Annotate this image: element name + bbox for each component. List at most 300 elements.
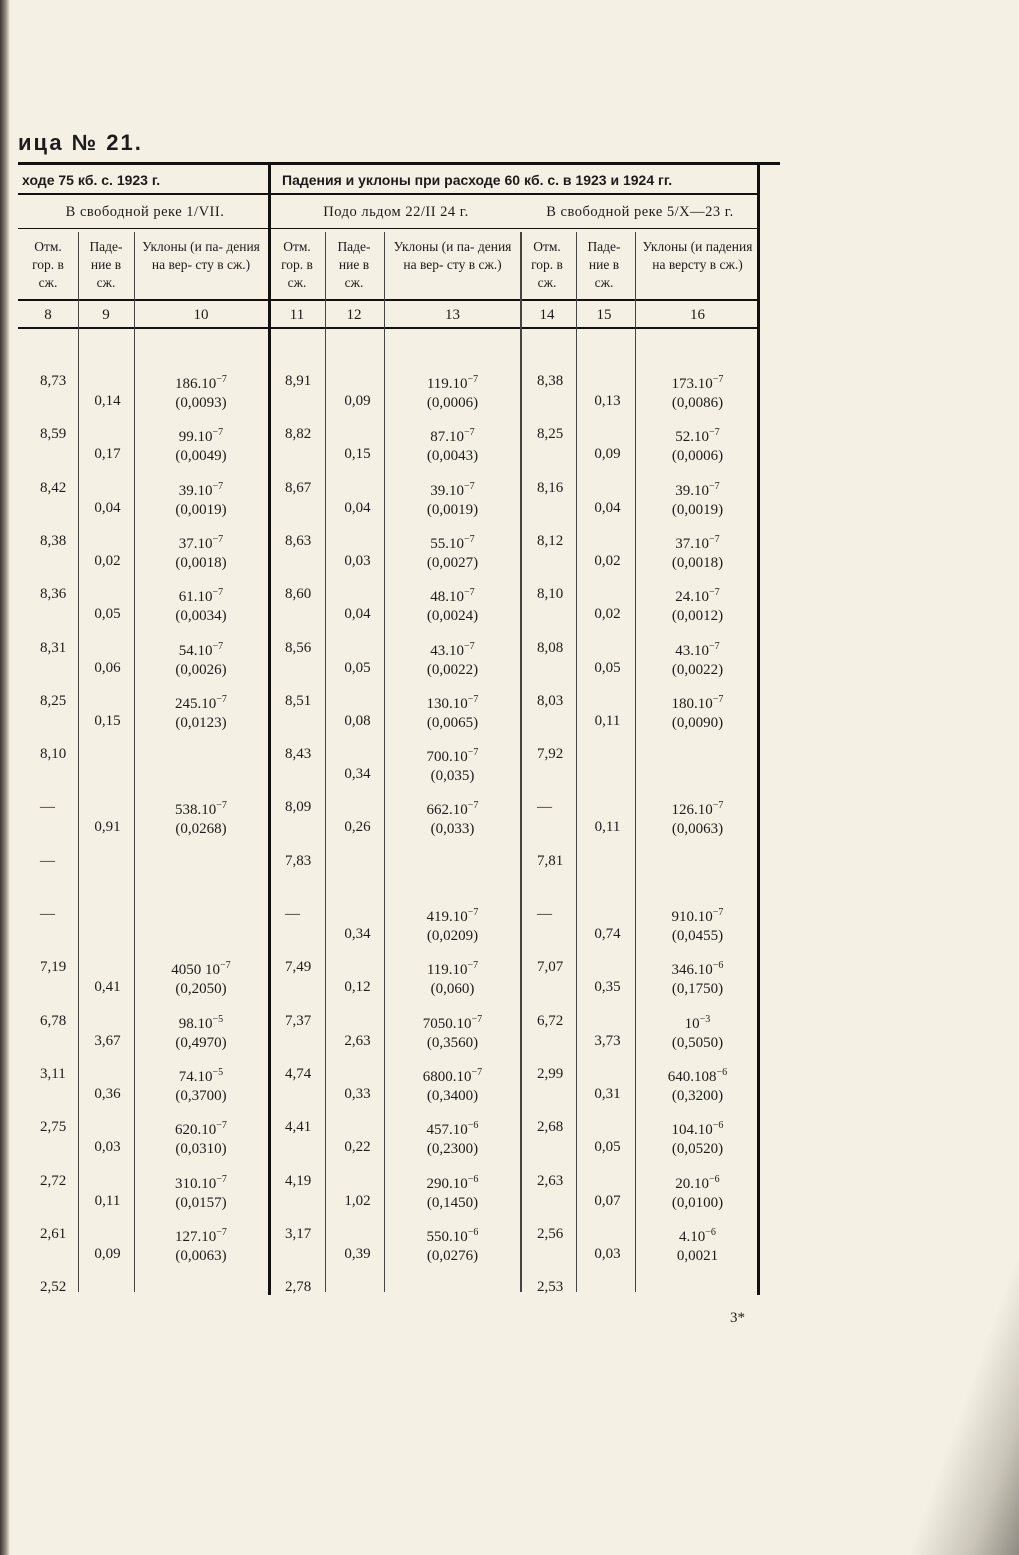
slope-exponent: −7 [212, 533, 224, 545]
slope-cell [140, 637, 262, 680]
slope-cell [640, 956, 755, 999]
right-border-rule [757, 165, 760, 1295]
fall-cell: 0,08 [344, 712, 371, 729]
elevation-cell: 7,49 [285, 959, 312, 976]
fall-cell: 0,39 [344, 1245, 371, 1262]
fall-cell: 0,22 [344, 1139, 371, 1156]
elevation-cell: 4,74 [285, 1065, 312, 1082]
elevation-cell: 8,82 [285, 426, 312, 443]
colnum-14: 14 [539, 307, 555, 323]
elevation-cell: 2,78 [285, 1279, 312, 1296]
fall-cell: 0,11 [594, 819, 621, 836]
page-binding-edge [0, 0, 10, 1555]
col-header-16: Уклоны (и падения на версту в сж.) [642, 239, 753, 272]
slope-per-verst: (0,0276) [426, 1247, 479, 1264]
slope-mantissa: 126.10 [671, 802, 713, 819]
slope-exponent: −6 [716, 1066, 728, 1078]
fall-cell: 0,11 [594, 712, 621, 729]
fall-cell: 0,05 [594, 659, 621, 676]
elevation-cell: 8,43 [285, 746, 312, 763]
slope-per-verst: (0,0024) [426, 608, 479, 625]
slope-mantissa: 119.10 [426, 962, 468, 979]
slope-exponent: −7 [467, 907, 479, 918]
slope-per-verst: (0,0022) [426, 661, 479, 678]
slope-cell [140, 1223, 262, 1266]
slope-mantissa: 24.10 [675, 589, 710, 606]
elevation-cell: 7,07 [537, 959, 564, 976]
slope-cell [140, 423, 262, 466]
slope-cell [640, 903, 755, 946]
slope-exponent: −7 [216, 693, 227, 705]
slope-per-verst: (0,0043) [426, 448, 479, 465]
slope-mantissa: 457.10 [426, 1122, 468, 1139]
slope-cell [390, 743, 515, 786]
fall-cell: 0,34 [344, 766, 371, 783]
elevation-cell: 2,72 [40, 1172, 67, 1189]
slope-per-verst: (0,3200) [671, 1087, 724, 1104]
slope-exponent: −7 [467, 960, 479, 972]
fall-cell: 0,11 [94, 1192, 121, 1209]
slope-cell [640, 1170, 755, 1213]
slope-exponent: −6 [709, 1173, 720, 1185]
slope-cell [640, 1223, 755, 1266]
slope-mantissa: 10 [684, 1015, 700, 1032]
colnum-13: 13 [445, 307, 460, 323]
fall-cell: 0,05 [344, 659, 371, 676]
slope-exponent: −7 [709, 533, 720, 545]
elevation-cell: 2,56 [537, 1225, 564, 1242]
slope-per-verst: (0,0520) [671, 1141, 724, 1158]
slope-per-verst: (0,4970) [175, 1034, 227, 1051]
slope-exponent: −7 [712, 693, 724, 705]
slope-cell [640, 370, 755, 413]
slope-per-verst: (0,033) [430, 821, 475, 838]
slope-cell [640, 583, 755, 626]
fall-cell: 0,02 [94, 552, 121, 569]
slope-cell [640, 530, 755, 573]
fall-cell: 0,14 [94, 393, 121, 409]
slope-mantissa: 99.10 [178, 429, 213, 446]
table-top-rule [18, 162, 780, 165]
slope-per-verst: (0,0063) [671, 821, 724, 838]
slope-exponent: −7 [212, 427, 224, 439]
slope-mantissa: 61.10 [178, 589, 213, 606]
slope-mantissa: 910.10 [671, 909, 713, 925]
slope-exponent: −6 [712, 1120, 724, 1132]
slope-cell [140, 370, 262, 413]
fall-cell: 0,26 [344, 819, 371, 836]
slope-per-verst: (0,3400) [426, 1087, 479, 1104]
slope-per-verst: (0,5050) [671, 1034, 724, 1051]
slope-cell [390, 1223, 515, 1266]
slope-per-verst: (0,0310) [175, 1141, 227, 1158]
slope-cell [140, 956, 262, 999]
slope-cell [640, 1063, 755, 1106]
slope-exponent: −7 [467, 800, 479, 812]
fall-cell: 0,02 [594, 606, 621, 623]
slope-per-verst: (0,2300) [426, 1141, 479, 1158]
slope-exponent: −7 [212, 640, 224, 652]
elevation-cell: 7,19 [40, 959, 67, 976]
slope-per-verst: (0,0018) [175, 554, 227, 571]
header-row-rule [18, 193, 758, 195]
elevation-cell: 8,25 [40, 692, 67, 709]
fall-cell: 0,09 [344, 393, 371, 409]
slope-cell [140, 1116, 262, 1159]
elevation-cell: 8,73 [40, 373, 67, 389]
slope-per-verst: (0,0455) [671, 928, 724, 944]
elevation-cell: 8,67 [285, 479, 312, 496]
page-title: ица № 21. [18, 130, 143, 155]
fall-cell: 3,73 [594, 1032, 621, 1049]
slope-exponent: −7 [464, 587, 475, 599]
elevation-cell: 8,56 [285, 639, 312, 656]
slope-cell [140, 1063, 262, 1106]
slope-exponent: −7 [216, 1173, 227, 1185]
elevation-cell: 6,72 [537, 1012, 564, 1029]
column-rule [384, 232, 385, 1292]
slope-cell [140, 690, 262, 733]
slope-mantissa: 87.10 [430, 429, 465, 446]
slope-cell [390, 530, 515, 573]
slope-mantissa: 20.10 [675, 1175, 710, 1192]
elevation-cell: 7,81 [537, 852, 564, 869]
slope-per-verst: (0,0090) [671, 714, 724, 731]
slope-exponent: −6 [467, 1120, 479, 1132]
slope-per-verst: (0,0093) [175, 395, 227, 411]
slope-per-verst: (0,035) [430, 768, 475, 785]
fall-cell: 0,15 [344, 446, 371, 463]
slope-cell [390, 423, 515, 466]
slope-mantissa: 52.10 [675, 429, 710, 446]
slope-exponent: −7 [216, 374, 227, 385]
elevation-cell: — [537, 799, 552, 816]
slope-per-verst: (0,1450) [426, 1194, 479, 1211]
slope-exponent: −7 [464, 480, 475, 492]
slope-exponent: −7 [220, 960, 231, 972]
slope-cell [390, 796, 515, 839]
slope-cell [390, 477, 515, 520]
left-double-rule [268, 165, 271, 1295]
slope-per-verst: (0,0012) [671, 608, 724, 625]
elevation-cell: 8,38 [537, 373, 564, 389]
slope-cell [390, 1116, 515, 1159]
col-header-13: Уклоны (и па- дения на вер- сту в сж.) [393, 239, 512, 272]
elevation-cell: 2,53 [537, 1279, 564, 1296]
slope-cell [640, 1010, 755, 1053]
fall-cell: 1,02 [344, 1192, 371, 1209]
page-corner-curl [909, 1180, 1019, 1555]
slope-mantissa: 186.10 [175, 376, 217, 392]
slope-exponent: −7 [216, 1226, 227, 1238]
slope-exponent: −7 [464, 427, 475, 439]
elevation-cell: 6,78 [40, 1012, 67, 1029]
slope-exponent: −7 [212, 587, 224, 599]
slope-exponent: −7 [709, 480, 720, 492]
slope-mantissa: 37.10 [178, 535, 213, 552]
elevation-cell: 2,99 [537, 1065, 564, 1082]
slope-exponent: −3 [699, 1013, 711, 1025]
fall-cell: 0,04 [594, 499, 621, 516]
fall-cell: 0,03 [594, 1245, 621, 1262]
slope-mantissa: 39.10 [675, 482, 710, 499]
fall-cell: 0,91 [94, 819, 121, 836]
slope-cell [140, 1010, 262, 1053]
colnum-10: 10 [193, 307, 209, 323]
elevation-cell: 7,83 [285, 852, 312, 869]
col-header-9: Паде- ние в сж. [89, 239, 123, 290]
slope-exponent: −6 [712, 960, 724, 972]
slope-exponent: −7 [712, 374, 724, 385]
elevation-cell: 7,37 [285, 1012, 312, 1029]
slope-cell [140, 1170, 262, 1213]
elevation-cell: 8,91 [285, 373, 312, 389]
slope-per-verst: (0,0063) [175, 1247, 227, 1264]
elevation-cell: 2,75 [40, 1119, 67, 1136]
slope-per-verst: (0,0019) [175, 501, 227, 518]
fall-cell: 0,04 [94, 499, 121, 516]
fall-cell: 0,13 [594, 393, 621, 409]
slope-per-verst: (0,0006) [671, 448, 724, 465]
elevation-cell: 8,42 [40, 479, 67, 496]
slope-mantissa: 55.10 [430, 535, 465, 552]
fall-cell: 0,33 [344, 1085, 371, 1102]
slope-per-verst: 0,0021 [676, 1247, 719, 1264]
fall-cell: 0,34 [344, 926, 371, 942]
slope-mantissa: 127.10 [175, 1228, 217, 1245]
slope-mantissa: 662.10 [426, 802, 468, 819]
slope-per-verst: (0,0049) [175, 448, 227, 465]
slope-per-verst: (0,0022) [671, 661, 724, 678]
slope-exponent: −7 [709, 427, 720, 439]
colnum-rule [18, 327, 758, 329]
slope-mantissa: 640.108 [667, 1068, 717, 1085]
slope-exponent: −7 [212, 480, 224, 492]
fall-cell: 0,05 [94, 606, 121, 623]
elevation-cell: 4,41 [285, 1119, 312, 1136]
col-header-8: Отм. гор. в сж. [32, 239, 64, 290]
slope-cell [640, 477, 755, 520]
group-label-c: В свободной реке 5/X—23 г. [546, 204, 734, 220]
group-label-b: Подо льдом 22/II 24 г. [323, 204, 469, 220]
group-label-a: В свободной реке 1/VII. [65, 204, 225, 220]
elevation-cell: 2,63 [537, 1172, 564, 1189]
slope-cell [390, 903, 515, 946]
fall-cell: 0,03 [344, 552, 371, 569]
slope-mantissa: 39.10 [430, 482, 465, 499]
slope-per-verst: (0,0006) [426, 395, 479, 411]
slope-cell [640, 796, 755, 839]
subheader-rule [18, 299, 758, 301]
page-signature-mark: 3* [730, 1310, 745, 1326]
fall-cell: 0,31 [594, 1085, 621, 1102]
slope-mantissa: 43.10 [430, 642, 465, 659]
column-rule [78, 232, 79, 1292]
slope-per-verst: (0,0157) [175, 1194, 227, 1211]
slope-cell [140, 583, 262, 626]
slope-mantissa: 43.10 [675, 642, 710, 659]
slope-cell [140, 530, 262, 573]
slope-exponent: −7 [709, 640, 720, 652]
colnum-12: 12 [346, 307, 362, 323]
slope-exponent: −7 [216, 800, 227, 812]
elevation-cell: 2,68 [537, 1119, 564, 1136]
elevation-cell: 8,59 [40, 426, 67, 443]
slope-exponent: −5 [212, 1013, 224, 1025]
slope-exponent: −7 [464, 640, 475, 652]
elevation-cell: 7,92 [537, 746, 564, 763]
slope-mantissa: 119.10 [426, 376, 468, 392]
slope-mantissa: 346.10 [671, 962, 713, 979]
colnum-9: 9 [102, 307, 110, 323]
slope-per-verst: (0,1750) [671, 981, 724, 998]
slope-exponent: −7 [464, 533, 475, 545]
elevation-cell: 8,16 [537, 479, 564, 496]
slope-per-verst: (0,3700) [175, 1087, 227, 1104]
slope-mantissa: 700.10 [426, 749, 468, 766]
slope-mantissa: 6800.10 [422, 1068, 472, 1085]
slope-cell [390, 690, 515, 733]
elevation-cell: 4,19 [285, 1172, 312, 1189]
slope-per-verst: (0,0268) [175, 821, 227, 838]
elevation-cell: 8,63 [285, 532, 312, 549]
fall-cell: 2,63 [344, 1032, 371, 1049]
fall-cell: 0,36 [94, 1085, 121, 1102]
column-rule [520, 232, 522, 1292]
slope-mantissa: 180.10 [671, 695, 713, 712]
slope-exponent: −7 [467, 747, 479, 759]
slope-mantissa: 130.10 [426, 695, 468, 712]
slope-mantissa: 538.10 [175, 802, 217, 819]
col-header-11: Отм. гор. в сж. [281, 239, 313, 290]
fall-cell: 0,04 [344, 606, 371, 623]
fall-cell: 0,05 [594, 1139, 621, 1156]
slope-mantissa: 419.10 [426, 909, 468, 925]
elevation-cell: — [40, 852, 55, 869]
fall-cell: 0,74 [594, 926, 621, 942]
slope-cell [140, 477, 262, 520]
fall-cell: 0,41 [94, 979, 121, 996]
slope-exponent: −6 [705, 1226, 716, 1238]
slope-per-verst: (0,0209) [426, 928, 479, 944]
fall-cell: 0,02 [594, 552, 621, 569]
fall-cell: 0,15 [94, 712, 121, 729]
slope-mantissa: 98.10 [178, 1015, 213, 1032]
slope-per-verst: (0,0026) [175, 661, 227, 678]
fall-cell: 0,07 [594, 1192, 621, 1209]
slope-exponent: −7 [467, 374, 479, 385]
slope-cell [390, 583, 515, 626]
slope-per-verst: (0,0027) [426, 554, 479, 571]
slope-exponent: −7 [471, 1013, 483, 1025]
slope-cell [390, 1010, 515, 1053]
slope-exponent: −5 [212, 1066, 224, 1078]
slope-exponent: −7 [216, 1120, 227, 1132]
fall-cell: 0,12 [344, 979, 371, 996]
slope-mantissa: 4.10 [679, 1228, 706, 1245]
slope-mantissa: 173.10 [671, 376, 713, 392]
header-right: Падения и уклоны при расходе 60 кб. с. в 1923 и 1924 гг. [282, 172, 673, 188]
elevation-cell: 8,10 [40, 746, 67, 763]
fall-cell: 0,09 [594, 446, 621, 463]
slope-mantissa: 620.10 [175, 1122, 217, 1139]
header-left: ходе 75 кб. с. 1923 г. [22, 172, 161, 188]
col-header-15: Паде- ние в сж. [587, 239, 621, 290]
elevation-cell: 3,17 [285, 1225, 312, 1242]
slope-exponent: −7 [712, 907, 724, 918]
slope-cell [390, 370, 515, 413]
slope-exponent: −7 [471, 1066, 483, 1078]
elevation-cell: 2,52 [40, 1279, 67, 1296]
slope-mantissa: 245.10 [175, 695, 217, 712]
fall-cell: 0,03 [94, 1139, 121, 1156]
slope-per-verst: (0,0086) [671, 395, 724, 411]
elevation-cell: 8,38 [40, 532, 67, 549]
slope-per-verst: (0,3560) [426, 1034, 479, 1051]
col-header-10: Уклоны (и па- дения на вер- сту в сж.) [142, 239, 260, 272]
slope-mantissa: 104.10 [671, 1122, 713, 1139]
fall-cell: 0,06 [94, 659, 121, 676]
fall-cell: 0,17 [94, 446, 121, 463]
elevation-cell: 8,51 [285, 692, 312, 709]
slope-mantissa: 54.10 [178, 642, 213, 659]
elevation-cell: 8,25 [537, 426, 564, 443]
slope-per-verst: (0,060) [430, 981, 475, 998]
column-rule [134, 232, 135, 1292]
elevation-cell: 8,36 [40, 586, 67, 603]
slope-per-verst: (0,0100) [671, 1194, 724, 1211]
colnum-11: 11 [289, 307, 305, 323]
slope-cell [390, 1063, 515, 1106]
slope-exponent: −7 [467, 693, 479, 705]
elevation-cell: 8,09 [285, 799, 312, 816]
slope-mantissa: 4050 10 [171, 962, 221, 979]
slope-mantissa: 310.10 [175, 1175, 217, 1192]
fall-cell: 0,35 [594, 979, 621, 996]
fall-cell: 0,04 [344, 499, 371, 516]
slope-per-verst: (0,0018) [671, 554, 724, 571]
elevation-cell: 2,61 [40, 1225, 67, 1242]
slope-cell [140, 796, 262, 839]
slope-exponent: −7 [712, 800, 724, 812]
slope-cell [390, 956, 515, 999]
colnum-8: 8 [44, 307, 52, 323]
slope-mantissa: 550.10 [426, 1228, 468, 1245]
slope-mantissa: 7050.10 [422, 1015, 472, 1032]
slope-cell [390, 637, 515, 680]
slope-per-verst: (0,0019) [426, 501, 479, 518]
elevation-cell: 8,08 [537, 639, 564, 656]
elevation-cell: 8,60 [285, 586, 312, 603]
elevation-cell: 8,31 [40, 639, 67, 656]
elevation-cell: — [40, 799, 55, 816]
slope-per-verst: (0,0019) [671, 501, 724, 518]
column-rule [635, 232, 636, 1292]
slope-mantissa: 39.10 [178, 482, 213, 499]
column-rule [576, 232, 577, 1292]
col-header-12: Паде- ние в сж. [337, 239, 371, 290]
slope-exponent: −6 [467, 1226, 479, 1238]
slope-per-verst: (0,0065) [426, 714, 479, 731]
column-rule [325, 232, 326, 1292]
group-row-rule [18, 228, 758, 229]
colnum-16: 16 [690, 307, 705, 323]
col-header-14: Отм. гор. в сж. [531, 239, 563, 290]
colnum-15: 15 [596, 307, 612, 323]
fall-cell: 3,67 [94, 1032, 121, 1049]
fall-cell: 0,09 [94, 1245, 121, 1262]
slope-cell [390, 1170, 515, 1213]
